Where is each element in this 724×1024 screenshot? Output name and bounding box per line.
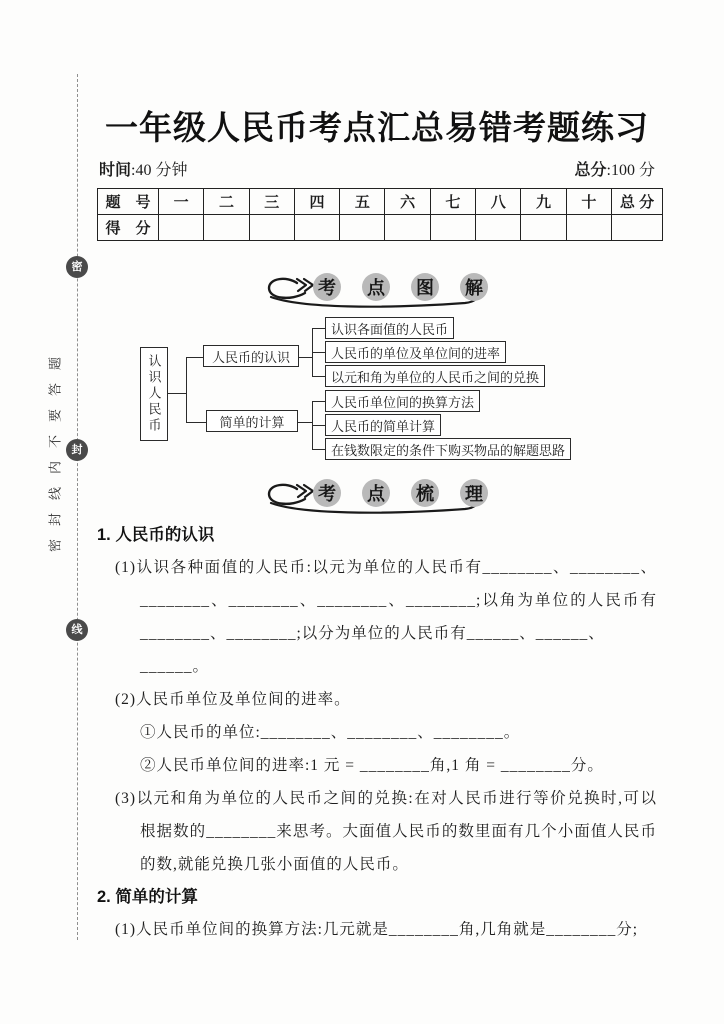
banner-char-circle: 解 [460,273,488,301]
mindmap-leaf: 人民币的简单计算 [325,414,441,436]
banner-char-circle: 理 [460,479,488,507]
question-col: 二 [204,189,249,215]
score-cell [249,215,294,241]
section-2-heading: 2. 简单的计算 [97,888,198,906]
seal-dashed-line [77,74,78,940]
connector-line [312,401,325,402]
score-cell [294,215,339,241]
score-cell [340,215,385,241]
score-cell [521,215,566,241]
total-score-prefix: 总分 [574,162,607,179]
connector-line [299,357,312,358]
content-column [97,70,657,946]
banner-char-circle: 点 [362,479,390,507]
outline-line: 的数,就能兑换几张小面值的人民币。 [140,856,409,873]
score-cell [612,215,663,241]
connector-line [186,357,203,358]
score-row [98,215,663,241]
outline-banner [261,477,493,515]
question-number-header: 题 号 [98,189,159,215]
connector-line [298,422,312,423]
meta-row [99,160,655,182]
mindmap-leaf: 人民币单位间的换算方法 [325,390,480,412]
diagram-banner-chars [313,273,488,301]
mindmap-leaf: 人民币的单位及单位间的进率 [325,341,506,363]
connector-line [186,357,187,423]
connector-line [312,425,325,426]
score-cell [204,215,249,241]
score-cell [476,215,521,241]
banner-char-circle: 考 [313,273,341,301]
connector-line [312,352,325,353]
page-title: 一年级人民币考点汇总易错考题练习 [105,109,649,146]
outline-line: ________、________、________、________;以角为单位的人民币有 [140,592,657,609]
outline-line: (3)以元和角为单位的人民币之间的兑换:在对人民币进行等价兑换时,可以 [115,790,657,807]
seal-stamp-xian: 线 [66,619,88,641]
seal-stamp-mi: 密 [66,256,88,278]
question-col: 六 [385,189,430,215]
time-label [99,160,187,182]
mindmap-root: 认识人民币 [140,347,168,441]
question-col: 四 [294,189,339,215]
outline-line: ①人民币的单位:________、________、________。 [140,724,521,741]
question-col: 八 [476,189,521,215]
total-score-label [575,160,655,182]
outline-section [97,519,657,946]
score-row-header: 得 分 [98,215,159,241]
outline-banner-chars [313,479,488,507]
section-1-heading: 1. 人民币的认识 [97,526,215,544]
mindmap-leaf: 以元和角为单位的人民币之间的兑换 [325,365,545,387]
total-col: 总 分 [612,189,663,215]
connector-line [168,393,186,394]
question-col: 七 [430,189,475,215]
outline-line: ________、________;以分为单位的人民币有______、______、______。 [140,625,605,675]
outline-line: (1)人民币单位间的换算方法:几元就是________角,几角就是________分; [115,921,639,938]
seal-warning-text: 密封线内不要答题 [47,343,63,553]
question-number-row [98,189,663,215]
score-cell [430,215,475,241]
question-col: 五 [340,189,385,215]
score-table [97,188,663,241]
score-cell [566,215,611,241]
mindmap-leaf: 在钱数限定的条件下购买物品的解题思路 [325,438,571,460]
banner-char-circle: 考 [313,479,341,507]
banner-char-circle: 图 [411,273,439,301]
connector-line [312,328,325,329]
connector-line [312,449,325,450]
mindmap-branch: 人民币的认识 [203,345,299,367]
score-cell [385,215,430,241]
time-label-prefix: 时间 [99,162,132,179]
diagram-banner [261,271,493,309]
mindmap-leaf: 认识各面值的人民币 [325,317,454,339]
question-col: 九 [521,189,566,215]
seal-stamp-feng: 封 [66,439,88,461]
time-label-value: :40 分钟 [131,162,188,179]
outline-line: ②人民币单位间的进率:1 元 = ________角,1 角 = ________分。 [140,757,604,774]
connector-line [186,422,206,423]
concept-mindmap [97,315,657,465]
outline-line: (2)人民币单位及单位间的进率。 [115,691,351,708]
question-col: 一 [159,189,204,215]
outline-line: (1)认识各种面值的人民币:以元为单位的人民币有________、________、 [115,559,657,576]
outline-line: 根据数的________来思考。大面值人民币的数里面有几个小面值人民币 [140,823,657,840]
total-score-value: :100 分 [606,162,655,179]
question-col: 三 [249,189,294,215]
score-cell [159,215,204,241]
banner-char-circle: 梳 [411,479,439,507]
question-col: 十 [566,189,611,215]
connector-line [312,376,325,377]
banner-char-circle: 点 [362,273,390,301]
mindmap-branch: 简单的计算 [206,410,298,432]
